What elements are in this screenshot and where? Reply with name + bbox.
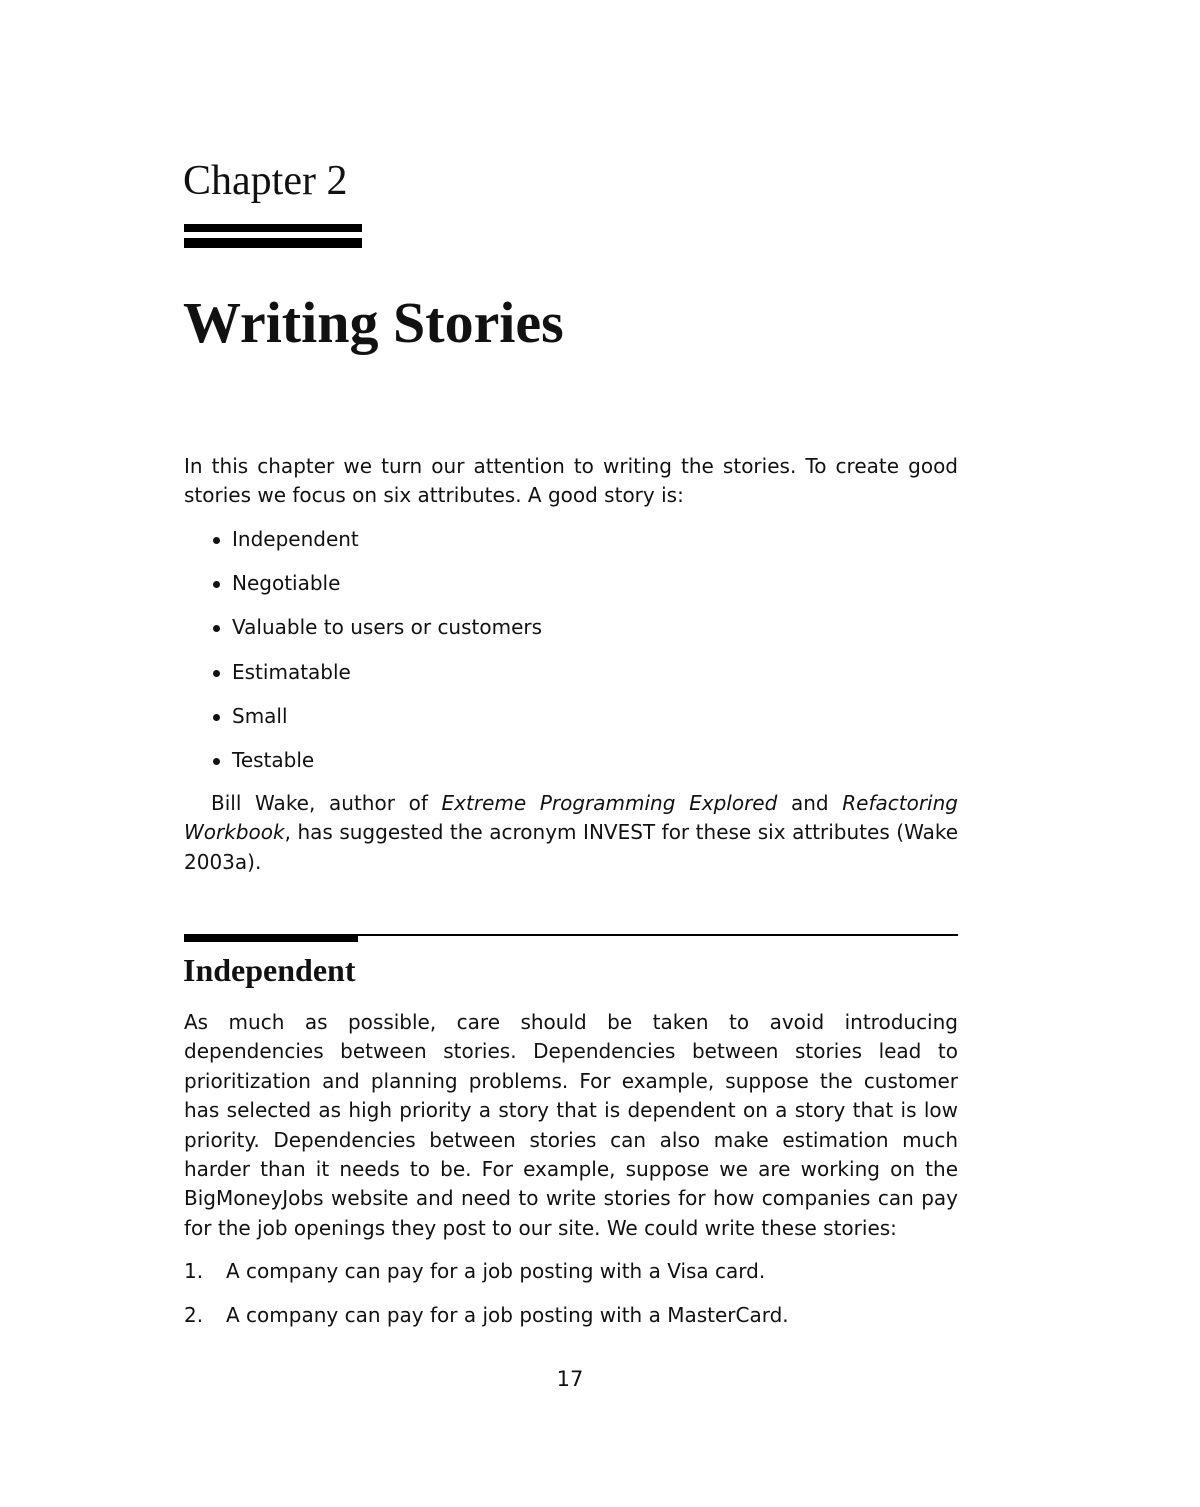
section-heading: Independent <box>183 952 356 988</box>
list-item <box>184 657 958 701</box>
list-item-label: Valuable to users or customers <box>232 615 543 640</box>
list-item <box>184 1256 958 1300</box>
bullet-icon <box>213 581 220 588</box>
bullet-icon <box>213 625 220 632</box>
intro-paragraph: In this chapter we turn our attention to writing the stories. To create good stories we focus on six attributes. A good story is: <box>184 454 958 508</box>
list-item-label: A company can pay for a job posting with a MasterCard. <box>226 1303 789 1328</box>
list-item-label: Independent <box>232 527 359 551</box>
chapter-label: Chapter 2 <box>183 158 348 204</box>
list-item <box>184 1300 958 1344</box>
list-item <box>184 745 958 789</box>
invest-text-1: Bill Wake, author of <box>211 791 442 815</box>
list-item-label: A company can pay for a job posting with a Visa card. <box>226 1259 766 1283</box>
page-number: 17 <box>556 1367 584 1391</box>
list-item <box>184 612 958 656</box>
attribute-list <box>184 524 958 789</box>
chapter-rule-top <box>184 224 362 232</box>
list-item-label: Estimatable <box>232 659 351 684</box>
bullet-icon <box>213 670 220 677</box>
book-title-xp-explored: Extreme Programming Explored <box>441 791 778 815</box>
list-item-number: 1. <box>184 1259 204 1283</box>
list-item <box>184 701 958 745</box>
book-title-refactoring-workbook: Refactoring Workbook <box>184 791 958 845</box>
chapter-title: Writing Stories <box>183 290 564 355</box>
bullet-icon <box>213 758 220 765</box>
bullet-icon <box>213 714 220 721</box>
list-item-label: Testable <box>232 747 315 772</box>
section-rule-accent <box>184 934 358 942</box>
independent-paragraph: As much as possible, care should be taken to avoid introducing dependencies between stories. Dependencies between stories lead to prioritization and planning problems. For example, suppose the customer has selected as high priority a story that is dependent on a story that is low priority. Dependencies between stories can also make estimation much harder than it needs to be. For example, suppose we are working on the BigMoneyJobs website and need to write stories for how companies can pay for the job openings they post to our site. We could write these stories: <box>184 1010 958 1240</box>
list-item <box>184 568 958 612</box>
bullet-icon <box>213 537 220 544</box>
story-list <box>184 1256 958 1344</box>
invest-text-3: , has suggested the acronym INVEST for these six attributes (Wake 2003a). <box>184 820 958 874</box>
invest-text-2: and <box>777 791 843 815</box>
list-item-number: 2. <box>184 1303 204 1328</box>
invest-paragraph <box>184 789 958 877</box>
chapter-rule-bottom <box>184 238 362 248</box>
list-item-label: Small <box>232 703 288 728</box>
list-item <box>184 524 958 568</box>
list-item-label: Negotiable <box>232 571 341 596</box>
